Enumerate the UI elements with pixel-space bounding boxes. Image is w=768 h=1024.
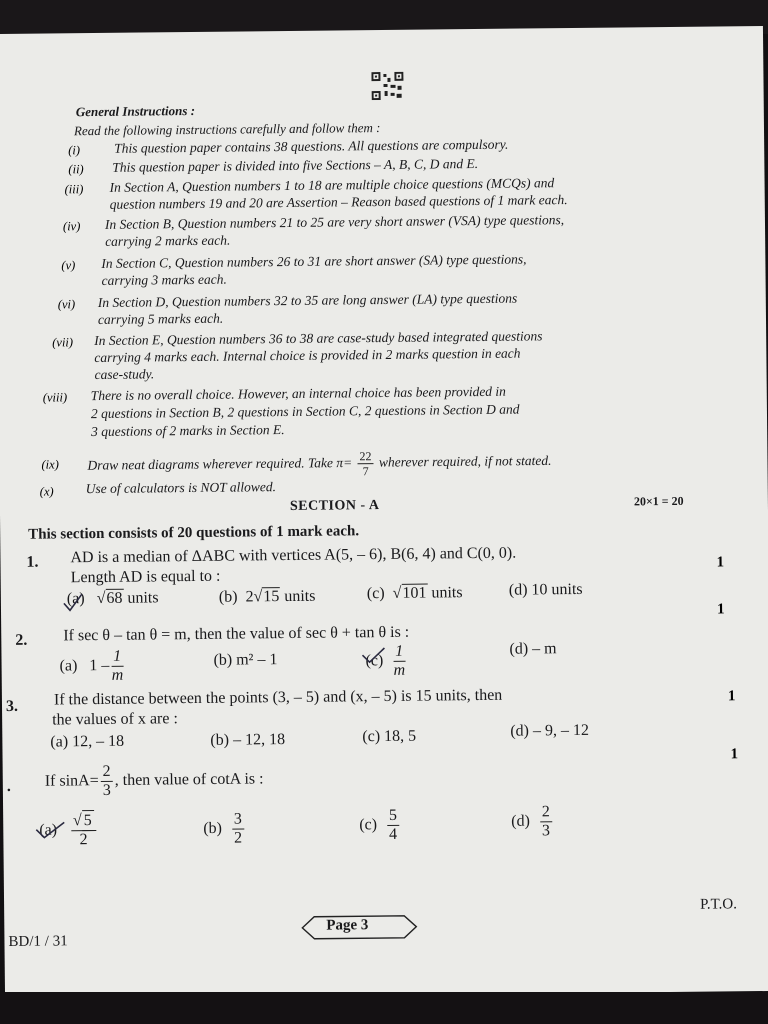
instruction-text: carrying 4 marks each. Internal choice is provided in 2 marks question in each (94, 345, 521, 366)
paper-code: BD/1 / 31 (8, 933, 68, 950)
pto-label: P.T.O. (700, 896, 738, 913)
instruction-number: (vii) (52, 335, 74, 350)
numerator: 2 (540, 804, 552, 822)
numerator: 1 (111, 649, 123, 667)
numerator: 2 (101, 764, 113, 782)
unit: units (431, 584, 463, 602)
question-post: , then value of cotA is : (114, 770, 264, 790)
option-d: (d) – m (509, 640, 557, 658)
fraction (111, 649, 123, 684)
numerator: 3 (232, 811, 244, 829)
instruction-text: carrying 3 marks each. (101, 271, 227, 288)
question-marks: 1 (716, 554, 725, 571)
option-b: (b) m² – 1 (213, 651, 278, 669)
option-d: (d) 10 units (508, 580, 583, 599)
instruction-text: case-study. (94, 366, 155, 383)
option-b (203, 811, 246, 846)
instruction-text (87, 448, 551, 480)
denominator: 2 (79, 831, 88, 849)
option-label: (d) (511, 812, 530, 830)
denominator: m (393, 661, 406, 679)
instruction-text: In Section C, Question numbers 26 to 31 are short answer (SA) type questions, (101, 251, 527, 271)
question-text: If sec θ – tan θ = m, then the value of sec θ + tan θ is : (63, 623, 410, 645)
option-label: (c) (365, 652, 384, 670)
option-a (59, 649, 125, 685)
fraction (232, 811, 244, 846)
general-instructions-title: General Instructions : (75, 102, 196, 120)
instruction-number: (i) (68, 143, 81, 158)
unit: units (127, 589, 159, 607)
pi-instruction-post: wherever required, if not stated. (378, 452, 552, 470)
denominator: 3 (541, 822, 551, 840)
coefficient: 2 (245, 588, 254, 606)
page-number: Page 3 (326, 917, 369, 934)
instruction-text: 2 questions in Section B, 2 questions in Section C, 2 questions in Section D and (90, 401, 520, 422)
option-label: (c) (359, 816, 378, 834)
option-label: (b) (203, 819, 223, 838)
instruction-text: This question paper contains 38 questions. All questions are compulsory. (114, 136, 509, 156)
section-title: SECTION - A (289, 498, 380, 514)
instruction-number: (vi) (57, 297, 76, 312)
option-prefix: 1 – (89, 657, 110, 675)
instruction-text: In Section E, Question numbers 36 to 38 are case-study based integrated questions (94, 328, 543, 349)
denominator: 3 (102, 781, 111, 799)
pen-tick-icon (33, 817, 67, 843)
pi-fraction (357, 450, 373, 477)
question-text: Length AD is equal to : (70, 567, 221, 587)
question-text: the values of x are : (52, 710, 178, 729)
radicand: 68 (106, 589, 123, 607)
unit: units (284, 587, 316, 606)
option-label: (a) (66, 590, 85, 608)
exam-paper-sheet (0, 26, 768, 999)
option-c: (c) 18, 5 (362, 727, 417, 746)
option-b: (b) 2√15 units (218, 587, 316, 606)
pi-denominator: 7 (362, 464, 369, 479)
radicand: 5 (82, 810, 94, 831)
denominator: 4 (389, 825, 398, 843)
instruction-number: (x) (39, 484, 54, 499)
instruction-number: (viii) (42, 390, 68, 405)
option-c (359, 808, 401, 843)
fraction (387, 808, 399, 843)
option-label: (a) (59, 657, 78, 675)
fraction (101, 764, 113, 799)
pen-tick-icon (61, 591, 85, 613)
qr-code-icon (371, 72, 403, 100)
option-a: (a) √68 units (66, 589, 159, 608)
pi-numerator: 22 (357, 450, 373, 464)
instruction-text: question numbers 19 and 20 are Assertion – Reason based questions of 1 mark each. (109, 192, 568, 212)
pi-instruction-pre: Draw neat diagrams wherever required. Take π= (87, 454, 353, 473)
fraction (71, 813, 96, 848)
question-number: 1. (26, 553, 39, 571)
question-marks: 1 (727, 688, 736, 705)
option-b: (b) – 12, 18 (210, 731, 286, 749)
question-number: 3. (5, 697, 19, 715)
option-label: (c) (366, 584, 385, 603)
instruction-text: There is no overall choice. However, an internal choice has been provided in (90, 383, 506, 404)
instruction-number: (ix) (41, 457, 59, 472)
instruction-text: In Section A, Question numbers 1 to 18 are multiple choice questions (MCQs) and (109, 175, 555, 195)
option-a: (a) 12, – 18 (50, 732, 125, 751)
instruction-text: In Section D, Question numbers 32 to 35 are long answer (LA) type questions (97, 290, 518, 310)
question-number: . (6, 777, 11, 795)
option-label: (b) (218, 588, 238, 606)
question-text: If the distance between the points (3, – 5) and (x, – 5) is 15 units, then (53, 686, 503, 709)
option-d (511, 804, 554, 839)
question-marks: 1 (730, 746, 739, 763)
instruction-number: (ii) (68, 162, 84, 177)
numerator: 5 (387, 808, 399, 826)
denominator: m (111, 666, 124, 684)
question-text: AD is a median of ΔABC with vertices A(5, – 6), B(6, 4) and C(0, 0). (70, 544, 517, 567)
instruction-text: carrying 2 marks each. (105, 232, 231, 249)
question-marks: 1 (716, 601, 725, 618)
fraction (540, 804, 552, 839)
section-marks: 20×1 = 20 (633, 493, 684, 509)
instruction-number: (iii) (64, 182, 84, 197)
radicand: 101 (402, 584, 427, 602)
instruction-number: (v) (61, 258, 76, 273)
instruction-text: In Section B, Question numbers 21 to 25 are very short answer (VSA) type questions, (104, 212, 565, 232)
question-number: 2. (15, 631, 28, 649)
question-pre: If sinA= (44, 772, 99, 790)
option-c: (c) √101 units (366, 584, 463, 603)
instruction-text: Use of calculators is NOT allowed. (85, 479, 277, 497)
instruction-text: 3 questions of 2 marks in Section E. (91, 422, 285, 440)
section-intro: This section consists of 20 questions of 1 mark each. (28, 523, 360, 543)
pen-tick-icon (359, 644, 387, 666)
question-text (45, 762, 264, 799)
read-instructions-line: Read the following instructions carefully and follow them : (73, 120, 381, 139)
instruction-text: carrying 5 marks each. (97, 310, 224, 327)
option-label: (a) (39, 821, 58, 839)
option-d: (d) – 9, – 12 (510, 721, 590, 740)
denominator: 2 (233, 829, 243, 847)
radicand: 15 (263, 588, 280, 606)
fraction (393, 644, 405, 679)
instruction-number: (iv) (62, 219, 81, 234)
numerator: 1 (393, 644, 405, 662)
background-bottom (0, 992, 768, 1024)
instruction-text: This question paper is divided into five Sections – A, B, C, D and E. (112, 155, 479, 175)
numerator: √ 5 (71, 813, 96, 831)
